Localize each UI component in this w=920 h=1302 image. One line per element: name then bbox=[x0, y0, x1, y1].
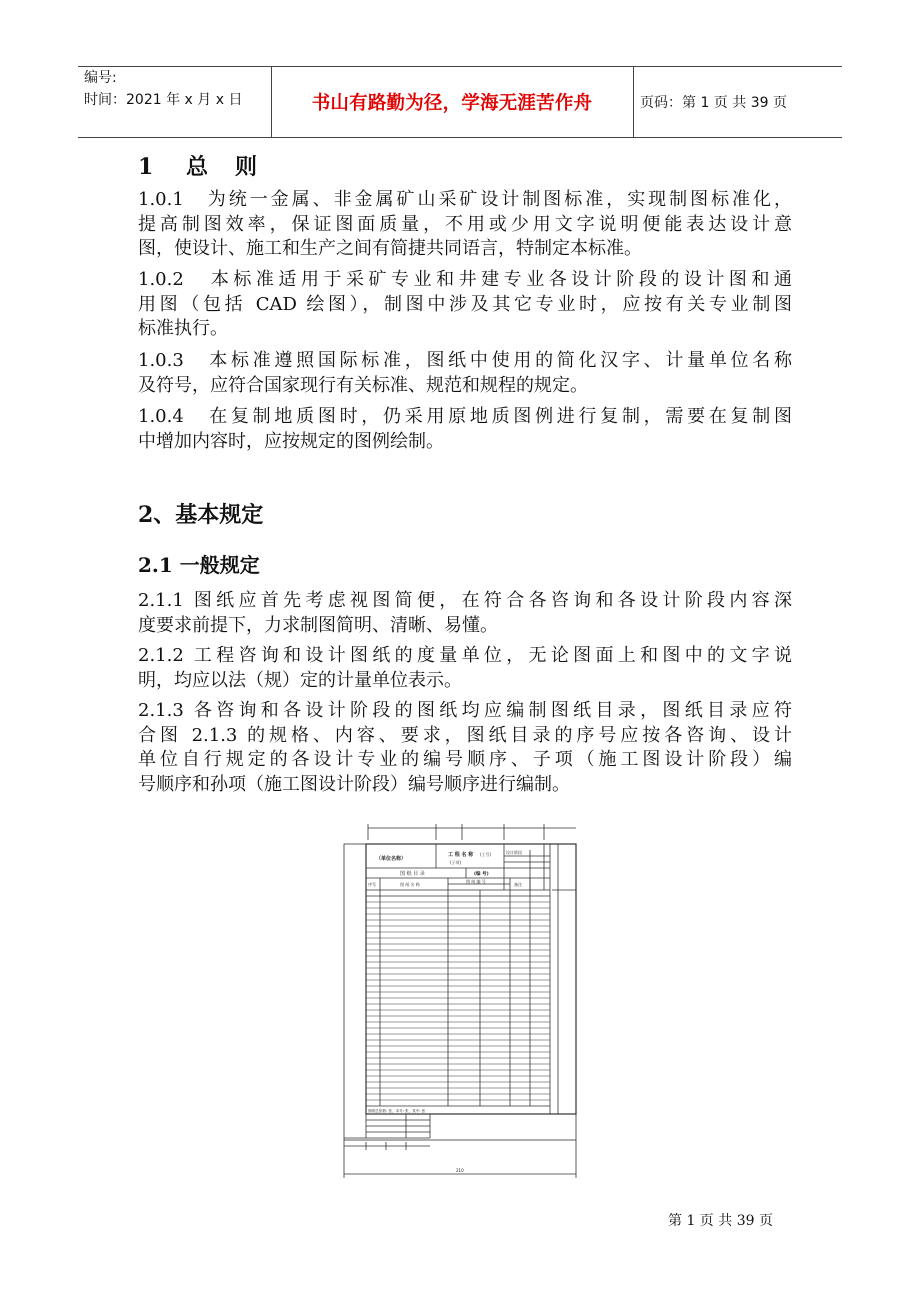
paragraph-1-0-4 bbox=[138, 405, 792, 454]
fig-project-name: 工 程 名 称 bbox=[448, 852, 474, 858]
text-line: 单位自行规定的各设计专业的编号顺序、子项（施工图设计阶段）编 bbox=[138, 749, 792, 770]
fig-project-no: (工号) bbox=[480, 852, 492, 857]
serial-label: 编号: bbox=[84, 70, 117, 86]
page-footer: 第 1 页 共 39 页 bbox=[668, 1213, 773, 1229]
fig-col-name: 图 纸 名 称 bbox=[400, 882, 420, 887]
time-label: 时间：2021 年 x 月 x 日 bbox=[84, 92, 243, 108]
text-line: 1.0.3 本标准遵照国际标准，图纸中使用的简化汉字、计量单位名称 bbox=[138, 350, 792, 371]
paragraph-1-0-1 bbox=[138, 188, 792, 262]
header-meta bbox=[84, 67, 242, 111]
text-line: 及符号，应符合国家现行有关标准、规范和规程的规定。 bbox=[138, 374, 588, 396]
text-line: 明，均应以法（规）定的计量单位表示。 bbox=[138, 669, 462, 691]
text-line: 1.0.4 在复制地质图时，仍采用原地质图例进行复制，需要在复制图 bbox=[138, 406, 792, 427]
header-divider bbox=[633, 67, 634, 137]
text-line: 图，使设计、施工和生产之间有简捷共同语言，特制定本标准。 bbox=[138, 238, 642, 259]
fig-design-stage: 设计阶段 bbox=[506, 850, 522, 855]
text-line: 2.1.1 图纸应首先考虑视图简便，在符合各咨询和各设计阶段内容深 bbox=[138, 590, 792, 611]
text-line: 用图（包括 CAD 绘图），制图中涉及其它专业时，应按有关专业制图 bbox=[138, 293, 792, 315]
text-line: 标准执行。 bbox=[138, 318, 228, 339]
text-line: 2.1.3 各咨询和各设计阶段的图纸均应编制图纸目录，图纸目录应符 bbox=[138, 700, 792, 721]
section-1-title-a: 总 bbox=[186, 154, 210, 180]
fig-unit-name: （单位名称） bbox=[376, 856, 407, 862]
paragraph-2-1-3 bbox=[138, 699, 792, 797]
fig-col-no: 序号 bbox=[368, 882, 376, 887]
fig-bottom-note: 图纸总张数: 张，本号: 张，其中: 张 bbox=[368, 1109, 426, 1113]
fig-subproject: (子项) bbox=[450, 860, 462, 865]
section-1-number: 1 bbox=[138, 154, 155, 180]
text-line: 1.0.1 为统一金属、非金属矿山采矿设计制图标准，实现制图标准化， bbox=[138, 189, 792, 210]
text-line: 提高制图效率，保证图面质量，不用或少用文字说明便能表达设计意 bbox=[138, 213, 792, 235]
section-2-heading: 2、基本规定 bbox=[138, 502, 264, 528]
text-line: 1.0.2 本标准适用于采矿专业和井建专业各设计阶段的设计图和通 bbox=[138, 269, 792, 290]
text-line: 度要求前提下，力求制图简明、清晰、易懂。 bbox=[138, 614, 498, 636]
figure-drawing-catalog bbox=[340, 820, 582, 1178]
text-line: 号顺序和孙项（施工图设计阶段）编号顺序进行编制。 bbox=[138, 773, 570, 795]
header-page-label: 页码：第 1 页 共 39 页 bbox=[640, 95, 787, 111]
fig-col-remark: 备注 bbox=[514, 882, 522, 887]
catalog-form-drawing bbox=[340, 820, 582, 1178]
paragraph-2-1-1 bbox=[138, 589, 792, 638]
fig-catalog-no: (编 号) bbox=[474, 872, 489, 877]
text-line: 2.1.2 工程咨询和设计图纸的度量单位，无论图面上和图中的文字说 bbox=[138, 645, 792, 666]
header-motto: 书山有路勤为径，学海无涯苦作舟 bbox=[311, 93, 593, 114]
fig-col-drawing-no: 图 纸 编 号 bbox=[466, 879, 486, 884]
section-1-title-b: 则 bbox=[235, 154, 259, 180]
paragraph-2-1-2 bbox=[138, 644, 792, 693]
text-line: 中增加内容时，应按规定的图例绘制。 bbox=[138, 430, 444, 452]
section-1-heading bbox=[138, 150, 258, 181]
paragraph-1-0-2 bbox=[138, 268, 792, 342]
page-header bbox=[78, 66, 842, 138]
fig-dim-total: 210 bbox=[456, 1168, 464, 1173]
section-2-1-heading: 2.1 一般规定 bbox=[138, 553, 260, 577]
paragraph-1-0-3 bbox=[138, 349, 792, 398]
text-line: 合图 2.1.3 的规格、内容、要求，图纸目录的序号应按各咨询、设计 bbox=[138, 724, 792, 746]
fig-catalog-title: 图 纸 目 录 bbox=[400, 871, 425, 877]
